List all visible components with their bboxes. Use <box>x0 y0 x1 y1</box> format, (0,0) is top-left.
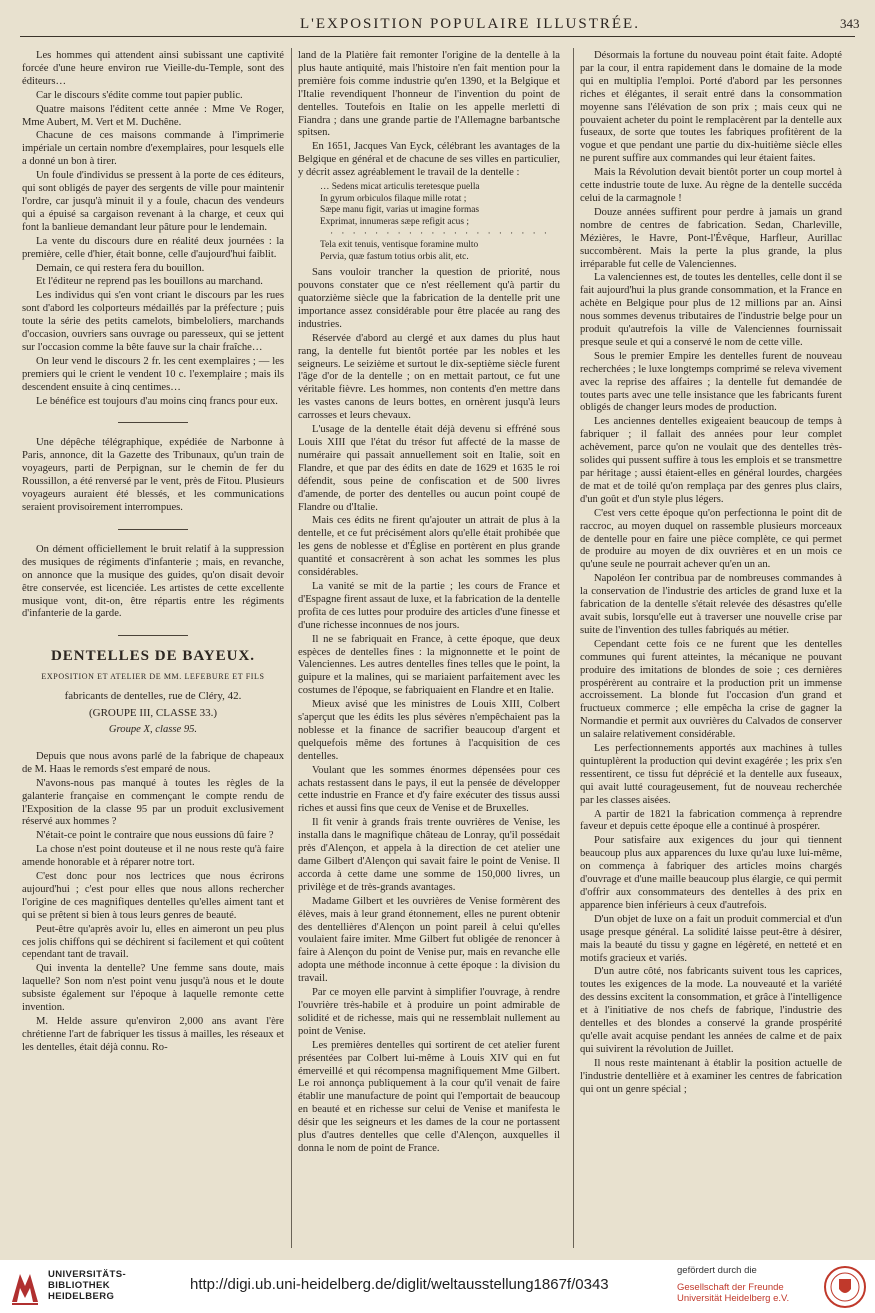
paragraph: Chacune de ces maisons commande à l'imprimerie impériale un certain nombre d'exemplaires, pour lesquels elle a donné un bon à tirer. <box>22 130 284 168</box>
paragraph: Mieux avisé que les ministres de Louis XIII, Colbert s'aperçut que les édits les plus sévères n'empêchaient pas la noblesse et la finance de sacrifier beaucoup d'argent et quelquefois même des fortunes à l'acquisition de ces dentelles. <box>298 699 560 762</box>
paragraph: Et l'éditeur ne reprend pas les bouillons au marchand. <box>36 276 263 288</box>
paragraph: Il nous reste maintenant à établir la position actuelle de l'industrie dentellière et à examiner les centres de fabrication qui ont un genre spécial ; <box>580 1057 842 1095</box>
column-divider <box>573 48 574 1248</box>
paragraph: La chose n'est point douteuse et il ne nous reste qu'à faire amende honorable et à réparer notre tort. <box>22 844 284 869</box>
verse-line: … Sedens micat articulis teretesque puella <box>320 182 480 193</box>
paragraph: Un foule d'individus se pressent à la porte de ces éditeurs, qui sont obligés de payer des sergents de ville pour maintenir l'ordre, car jusqu'à minuit il y a foule, chacun des vendeurs qui a épuisé sa cargaison revenant à la charge, et ceux qui font la banlieue demandant leur pâture pour le lendemain. <box>22 170 284 233</box>
paragraph: Depuis que nous avons parlé de la fabrique de chapeaux de M. Haas le remords s'est emparé de nous. <box>22 750 284 775</box>
paragraph: Douze années suffirent pour perdre à jamais un grand nombre de centres de fabrication. Sedan, Charleville, Mézières, le Havre, Pont-l'Évêque, Harfleur, Aurillac succombèrent. Mais la perte la plus grande, la plus irréparable fut celle de Valenciennes. <box>580 206 842 270</box>
paragraph: Demain, ce qui restera fera du bouillon. <box>36 262 205 274</box>
paragraph: Les perfectionnements apportés aux machines à tulles quintuplèrent la production qui devint exagérée ; les prix s'en ressentirent, ce tissu fut déprécié et la dentelle aux fuseaux, qui avait lutté courageusement, fut de nouveau recherchée par les classes aisées. <box>580 743 842 806</box>
text-column-middle <box>298 50 560 1250</box>
paragraph: Il fit venir à grands frais trente ouvrières de Venise, les installa dans le magnifique château de Lonray, qu'il possédait près d'Alençon, et appela à la direction de cet atelier une dame Gilbert d'Alençon qui savait faire le point de Venise. Il accorda à cette dame une somme de 150,000 livres, un privilège et de très-grands avantages. <box>298 817 560 893</box>
paragraph: C'est donc pour nos lectrices que nous écrirons aujourd'hui ; c'est pour elles que nous allons rechercher l'origine de ces magnifiques dentelles qu'elles aiment tant et qui se prêtent si bien à tous leurs genres de beauté. <box>22 871 284 921</box>
section-title: DENTELLES DE BAYEUX. <box>50 648 256 665</box>
paragraph: Les anciennes dentelles exigeaient beaucoup de temps à fabriquer ; il fallait des années pour leur complet achèvement, parce qu'on ne voulait que des dentelles très-solides qui pussent suffire à tous les emplois et se transmettre par héritage ; aussi étaient-elles en général lourdes, chargées de mat et de toilé qu'on remplaça par des genres plus clairs, d'un goût et d'un style plus légers. <box>580 416 842 505</box>
verse-line: Pervia, quæ fastum totius orbis alit, etc. <box>320 251 469 262</box>
separator-rule <box>118 529 188 530</box>
paragraph: Car le discours s'édite comme tout papier public. <box>36 89 243 101</box>
section-class: Groupe X, classe 95. <box>108 723 198 735</box>
library-name-line: UNIVERSITÄTS- <box>48 1269 127 1280</box>
section-makers: fabricants de dentelles, rue de Cléry, 42. <box>64 690 242 703</box>
paragraph: Désormais la fortune du nouveau point était faite. Adopté par la cour, il entra rapidement dans le domaine de la mode qui en multiplia l'emploi. Porté d'abord par les personnes riches et élégantes, il serait entré dans la consommation moyenne sans l'élévation de son prix ; mais ceux qui ne pouvaient acheter du point le remplacèrent par la dentelle aux fuseaux, de sorte que toutes les fabriques profitèrent de la vogue et que pendant une partie du dix-huitième siècle elles ne purent suffire aux commandes qui leur étaient faites. <box>580 50 842 165</box>
paragraph: Les hommes qui attendent ainsi subissant une captivité forcée d'une heure environ rue Vieille-du-Temple, sont des éditeurs… <box>22 50 284 87</box>
paragraph: On dément officiellement le bruit relatif à la suppression des musiques de régiments d'infanterie ; mais, en revanche, on annonce que la musique des guides, qu'on disait devoir être conservée, est licenciée. Les artistes de cette excellente musique vont, dit-on, être répartis entre les régiments d'infanterie de la garde. <box>22 543 284 620</box>
document-url-link[interactable]: http://digi.ub.uni-heidelberg.de/diglit/weltausstellung1867f/0343 <box>190 1276 609 1293</box>
paragraph: land de la Platière fait remonter l'origine de la dentelle à la plus haute antiquité, mais l'histoire n'en fait mention pour la première fois comme industrie qu'en 1390, et la Belgique et l'Italie revendiquent l'honneur de l'invention du point de dentelles. Toutefois en Italie on les appelle merletti di Fiandra ; dans une grande partie de l'Allemagne barbantsche spitsen. <box>298 50 560 139</box>
paragraph: La valenciennes est, de toutes les dentelles, celle dont il se fait aujourd'hui la plus grande consommation, et la France en achète en Belgique pour plus de 12 millions par an. Ainsi nous sommes devenus tributaires de l'industrie belge pour un produit qu'autrefois la ville de Valenciennes fournissait presque seule et qui a conservé le nom de cette ville. <box>580 272 842 348</box>
text-column-right <box>580 50 842 1250</box>
verse-line: Sæpe manu figit, varias ut imagine formas <box>320 205 480 216</box>
section-subtitle: EXPOSITION ET ATELIER DE MM. LEFEBURE ET FILS <box>41 672 265 682</box>
header-rule <box>20 36 855 37</box>
separator-rule <box>118 422 188 423</box>
verse-line: Exprimat, innumeras sæpe refigit acus ; <box>320 216 469 227</box>
paragraph: Napoléon Ier contribua par de nombreuses commandes à la conservation de l'industrie des articles de grand luxe et la fabrication de la dentelle s'était relevée des désastres qu'elle avait subis, lorsqu'elle eut à traverser une nouvelle crise par suite de l'invention des tulles fabriqués au métier. <box>580 573 842 636</box>
paragraph: Quatre maisons l'éditent cette année : Mme Ve Roger, Mme Aubert, M. Vert et M. Duchêne. <box>22 103 284 128</box>
library-name-line: HEIDELBERG <box>48 1291 115 1302</box>
verse-ellipsis: · · · · · · · · · · · · · · · · · · · · <box>330 228 550 239</box>
paragraph: Voulant que les sommes énormes dépensées pour ces achats restassent dans le pays, il eut la pensée de développer cette industrie en France et d'y faire exécuter des tissus aussi riches et aussi fins que ceux de Venise et de Bruxelles. <box>298 764 560 815</box>
page-number: 343 <box>840 16 860 31</box>
paragraph: A partir de 1821 la fabrication commença à reprendre faveur et depuis cette époque elle a continué à prospérer. <box>580 808 842 833</box>
funded-by-label: gefördert durch die <box>677 1265 757 1276</box>
university-seal-icon <box>823 1265 867 1309</box>
paragraph: N'avons-nous pas manqué à toutes les règles de la galanterie française en commençant le compte rendu de l'Exposition de la classe 95 par un produit exclusivement réservé aux hommes ? <box>22 777 284 828</box>
society-name <box>677 1282 789 1304</box>
university-library-logo-icon <box>8 1268 42 1306</box>
running-head <box>0 14 875 36</box>
paragraph: Mais la Révolution devait bientôt porter un coup mortel à cette industrie toute de luxe. Au règne de la dentelle succéda celui de la carmagnole ! <box>580 167 842 204</box>
paragraph: Les premières dentelles qui sortirent de cet atelier furent présentées par Colbert lui-même à Louis XIV qui en fut émerveillé et qui récompensa magnifiquement Mme Gilbert. Le roi annonça publiquement à la cour qu'il venait de faire établir une manufacture de point qui l'emportait de beaucoup en beauté et en richesse sur celui de Venise et manifesta le désir que les seigneurs et les dames de la cour ne portassent plus d'autres dentelles que celle d'Alençon, auxquelles il donna le nom de point de France. <box>298 1039 560 1154</box>
paragraph: Cependant cette fois ce ne furent que les dentelles communes qui furent atteintes, la mécanique ne pouvant produire des imitations de blondes de soie ; ces dernières prospérèrent au contraire et la production prit un immense accroissement. La blonde fut l'occasion d'un grand et fructueux commerce ; elle empêcha la crise de gagner la Normandie et permit aux ouvrières du Calvados de conserver un salaire relativement considérable. <box>580 638 842 741</box>
running-title: L'EXPOSITION POPULAIRE ILLUSTRÉE. <box>300 16 640 32</box>
paragraph: Sans vouloir trancher la question de priorité, nous pouvons constater que ce n'est réellement qu'à partir du quatorzième siècle que la fabrication de la dentelle prit une importance assez considérable pour être placée au rang des industries. <box>298 267 560 330</box>
paragraph: Mais ces édits ne firent qu'ajouter un attrait de plus à la dentelle, et ce fut précisément alors qu'elle était prohibée que les gens de noblesse et d'Église en portèrent en plus grande quantité et consacrèrent à son achat les sommes les plus considérables. <box>298 515 560 579</box>
paragraph: La vente du discours dure en réalité deux journées : la première, celle d'hier, était bonne, celle d'aujourd'hui faiblit. <box>22 235 284 260</box>
paragraph: En 1651, Jacques Van Eyck, célébrant les avantages de la Belgique en général et de chacune de ses villes en particulier, y décrit assez agréablement le travail de la dentelle : <box>298 141 560 179</box>
paragraph: M. Helde assure qu'environ 2,000 ans avant l'ère chrétienne l'art de fabriquer les tissus à mailles, les réseaux et les dentelles, était déjà connu. Ro- <box>22 1016 284 1053</box>
section-group: (GROUPE III, CLASSE 33.) <box>88 707 218 720</box>
paragraph: Madame Gilbert et les ouvrières de Venise formèrent des élèves, mais à leur grand étonnement, elles ne purent obtenir des dentellières d'Alençon un point pareil à celui qu'elles voulaient faire imiter. Mme Gilbert fut obligée de renoncer à faire à Alençon du point de Venise pur, mais en revanche elle adopta une méthode inconnue à cette époque : la division du travail. <box>298 895 560 985</box>
column-divider <box>291 48 292 1248</box>
paragraph: L'usage de la dentelle était déjà devenu si effréné sous Louis XIII que l'état du trésor fut affecté de la masse de numéraire qui passait annuellement soit en Italie, soit en Flandre, et que par des édits en date de 1629 et 1635 le roi défendit, sous peine de confiscation et de 500 livres d'amende, de porter des dentelles ou aucun point coupé de Flandre ou d'Italie. <box>298 424 560 513</box>
verse-line: In gyrum orbiculos filaque mille rotat ; <box>320 193 467 204</box>
paragraph: Qui inventa la dentelle? Une femme sans doute, mais laquelle? Son nom n'est point venu jusqu'à nous et le doute subsiste également sur l'époque à laquelle remonte cette invention. <box>22 963 284 1014</box>
paragraph: La vanité se mit de la partie ; les cours de France et d'Espagne firent assaut de luxe, et la fabrication de la dentelle profita de ces luttes pour produire des articles d'une finesse et d'une richesse inconnues de nos jours. <box>298 580 560 631</box>
paragraph: N'était-ce point le contraire que nous eussions dû faire ? <box>36 830 274 842</box>
separator-rule <box>118 635 188 636</box>
paragraph: Par ce moyen elle parvint à simplifier l'ouvrage, à rendre l'ouvrière très-habile et à produire un point admirable de solidité et de richesse, mais qui ne ressemblait nullement au point de Venise. <box>298 987 560 1037</box>
paragraph: Sous le premier Empire les dentelles furent de nouveau recherchées ; le luxe longtemps comprimé se releva vivement avec la reprise des affaires ; la dentelle fut demandée de toutes parts avec une telle insistance que les fabricants furent obligés de changer leurs modes de production. <box>580 350 842 414</box>
library-footer <box>0 1260 875 1313</box>
paragraph: D'un autre côté, nos fabricants suivent tous les caprices, toutes les exigences de la mode. La nouveauté et la variété des dessins excitent la consommation, et grâce à l'intelligence et à l'initiative de nos chefs de fabrique, l'industrie des dentelles et des blondes a conservé la grande prospérité qu'elle avait acquise pendant les années de calme et de paix qui suivirent la révolution de Juillet. <box>580 966 842 1055</box>
library-name-line: BIBLIOTHEK <box>48 1280 111 1291</box>
paragraph: Les individus qui s'en vont criant le discours par les rues sont d'abord les colporteurs médaillés par la préfecture ; puis toute la série des petits camelots, bimbeloliers, marchands d'occasion, ouvriers sans ouvrage ou paresseux, qui se jettent sur l'occasion comme la bête fauve sur la chair fraîche… <box>22 290 284 353</box>
society-name-line: Universität Heidelberg e.V. <box>677 1293 790 1304</box>
society-name-line: Gesellschaft der Freunde <box>677 1282 784 1293</box>
paragraph: C'est vers cette époque qu'on perfectionna le point dit de raccroc, au moyen duquel on rassemble plusieurs morceaux de dentelle pour en faire une pièce complète, ce qui permet de produire au moyen de dix ouvrières et en un mois ce qu'une seule ne pourrait achever qu'en un an. <box>580 507 842 571</box>
text-column-left <box>22 50 284 1250</box>
paragraph: Réservée d'abord au clergé et aux dames du plus haut rang, la dentelle fut bientôt portée par les nobles et les seigneurs. Le seizième et surtout le dix-septième siècle furent l'âge d'or de la dentelle ; on en mettait partout, ce fut une véritable fièvre. Les hommes, non contents d'en mettre dans les vastes canons de leurs bottes, en ornèrent jusqu'à leurs carrosses et leurs chevaux. <box>298 332 560 422</box>
paragraph: D'un objet de luxe on a fait un produit commercial et d'un usage presque général. La solidité laisse peut-être à désirer, mais la beauté du tissu y gagne en légèreté, en netteté et en motifs gracieux et variés. <box>580 913 842 964</box>
university-library-name <box>48 1269 126 1302</box>
paragraph: Une dépêche télégraphique, expédiée de Narbonne à Paris, annonce, dit la Gazette des Tribunaux, qu'un train de voyageurs, parti de Perpignan, sur le chemin de fer du Roussillon, a été renversé par le vent, près de Fitou. Plusieurs voyageurs auraient été blessés, et les communications seraient provisoirement interrompues. <box>22 437 284 513</box>
paragraph: On leur vend le discours 2 fr. les cent exemplaires ; — les premiers qui le crient le vendent 10 c. l'exemplaire ; mais ils descendent ensuite à cinq centimes… <box>22 355 284 393</box>
latin-verse <box>320 182 560 263</box>
paragraph: Peut-être qu'après avoir lu, elles en aimeront un peu plus ces jolis chiffons qui se déchirent si facilement et qui coûtent cependant tant de travail. <box>22 923 284 961</box>
verse-line: Tela exit tenuis, ventisque foramine multo <box>320 240 479 251</box>
paragraph: Le bénéfice est toujours d'au moins cinq francs pour eux. <box>36 395 278 407</box>
paragraph: Pour satisfaire aux exigences du jour qui tiennent beaucoup plus aux apparences du luxe qu'au luxe lui-même, on commença à fabriquer des articles moins chargés d'ouvrage et d'une maille beaucoup plus élargie, ce qui permit d'offrir aux consommateurs des dentelles à des prix en apparence bien inférieurs à ceux d'autrefois. <box>580 835 842 911</box>
paragraph: Il ne se fabriquait en France, à cette époque, que deux espèces de dentelles fines : la mignonnette et le point de Valenciennes. Les autres dentelles fines telles que le point, la guipure et la malines, qui se mariaient parfaitement avec les costumes de l'époque, se fabriquaient en Flandre et en Italie. <box>298 633 560 697</box>
